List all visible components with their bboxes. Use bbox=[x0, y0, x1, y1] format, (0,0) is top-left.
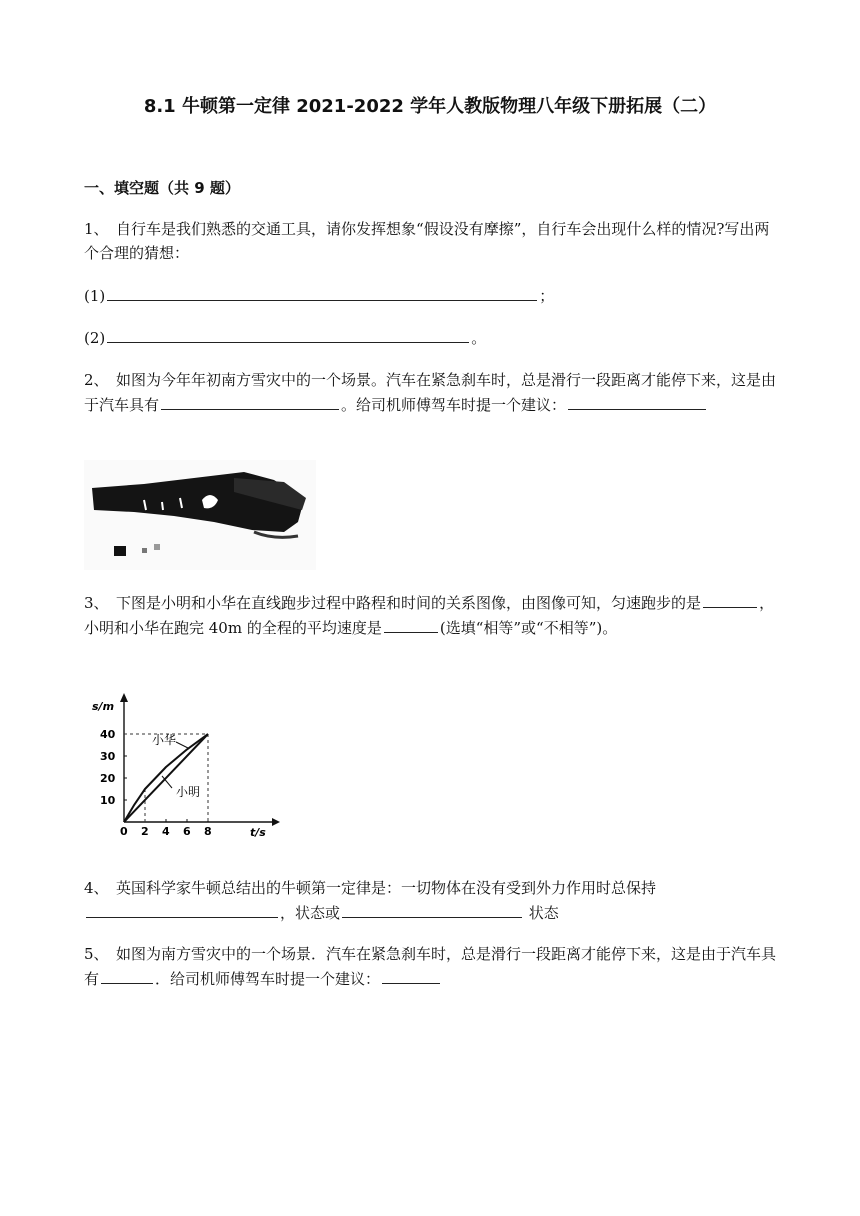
x-tick-label: 2 bbox=[141, 825, 149, 838]
question-4-blank-1[interactable] bbox=[86, 900, 278, 918]
x-axis-label: t/s bbox=[250, 826, 266, 838]
section-heading: 一、填空题（共 9 题） bbox=[84, 179, 240, 197]
question-5-blank-1[interactable] bbox=[101, 966, 153, 984]
answer-2-label: (2) bbox=[84, 329, 106, 347]
y-tick-label: 20 bbox=[100, 772, 116, 785]
distance-time-graph bbox=[90, 688, 290, 838]
series-label-2: 小明 bbox=[176, 785, 201, 799]
question-5-text-a: 5、 如图为南方雪灾中的一个场景．汽车在紧急刹车时，总是滑行一段距离才能停下来，这是由于汽车具有 bbox=[84, 945, 777, 988]
y-tick-label: 30 bbox=[100, 750, 116, 763]
x-tick-label: 8 bbox=[204, 825, 212, 838]
question-1-answer-2 bbox=[84, 325, 784, 350]
question-4-text-b: ，状态或 bbox=[280, 904, 341, 922]
answer-1-blank[interactable] bbox=[107, 283, 537, 301]
question-3-text-c: (选填“相等”或“不相等”)。 bbox=[439, 619, 618, 637]
question-3 bbox=[84, 590, 784, 640]
x-axis-arrow bbox=[272, 818, 280, 826]
question-4-blank-2[interactable] bbox=[342, 900, 522, 918]
question-4 bbox=[84, 876, 784, 925]
x-tick-label: 4 bbox=[162, 825, 170, 838]
question-3-text-a: 3、 下图是小明和小华在直线跑步过程中路程和时间的关系图像，由图像可知，匀速跑步的是 bbox=[84, 594, 702, 612]
question-5-text-b: ．给司机师傅驾车时提一个建议： bbox=[155, 970, 381, 988]
y-axis-label: s/m bbox=[92, 700, 115, 713]
page-title: 8.1 牛顿第一定律 2021-2022 学年人教版物理八年级下册拓展（二） bbox=[143, 96, 717, 117]
answer-1-label: (1) bbox=[84, 287, 106, 305]
question-5-blank-2[interactable] bbox=[382, 966, 440, 984]
question-4-text-c: 状态 bbox=[524, 904, 559, 922]
y-axis-arrow bbox=[120, 693, 128, 702]
question-2-blank-2[interactable] bbox=[568, 392, 706, 410]
question-3-blank-2[interactable] bbox=[384, 615, 438, 633]
question-2-text-a: 2、 如图为今年年初南方雪灾中的一个场景。汽车在紧急刹车时，总是滑行一段距离才能停下来，这是由于汽车具有 bbox=[84, 371, 777, 414]
series-label-1: 小华 bbox=[152, 733, 177, 747]
question-5 bbox=[84, 942, 784, 991]
snow-scene-photo bbox=[84, 460, 316, 570]
y-tick-label: 40 bbox=[100, 728, 116, 741]
series-line-2 bbox=[124, 734, 208, 822]
question-1-answer-1 bbox=[84, 283, 784, 308]
x-tick-label: 0 bbox=[120, 825, 128, 838]
answer-1-end: ； bbox=[539, 287, 555, 305]
question-4-text-a: 4、 英国科学家牛顿总结出的牛顿第一定律是：一切物体在没有受到外力作用时总保持 bbox=[84, 879, 657, 897]
question-1-text: 1、 自行车是我们熟悉的交通工具，请你发挥想象“假设没有摩擦”，自行车会出现什么样的情况?写出两个合理的猜想： bbox=[84, 220, 770, 262]
x-tick-label: 6 bbox=[183, 825, 191, 838]
question-1 bbox=[84, 217, 784, 265]
answer-2-end: 。 bbox=[471, 329, 487, 347]
question-3-blank-1[interactable] bbox=[703, 590, 757, 608]
question-3-text-b: ，小明和小华在跑完 40m 的全程的平均速度是 bbox=[84, 594, 775, 637]
question-2-blank-1[interactable] bbox=[161, 392, 339, 410]
question-2 bbox=[84, 368, 784, 417]
question-2-text-b: 。给司机师傅驾车时提一个建议： bbox=[341, 396, 567, 414]
answer-2-blank[interactable] bbox=[107, 325, 469, 343]
y-tick-label: 10 bbox=[100, 794, 116, 807]
series-label-1-leader bbox=[176, 742, 188, 748]
